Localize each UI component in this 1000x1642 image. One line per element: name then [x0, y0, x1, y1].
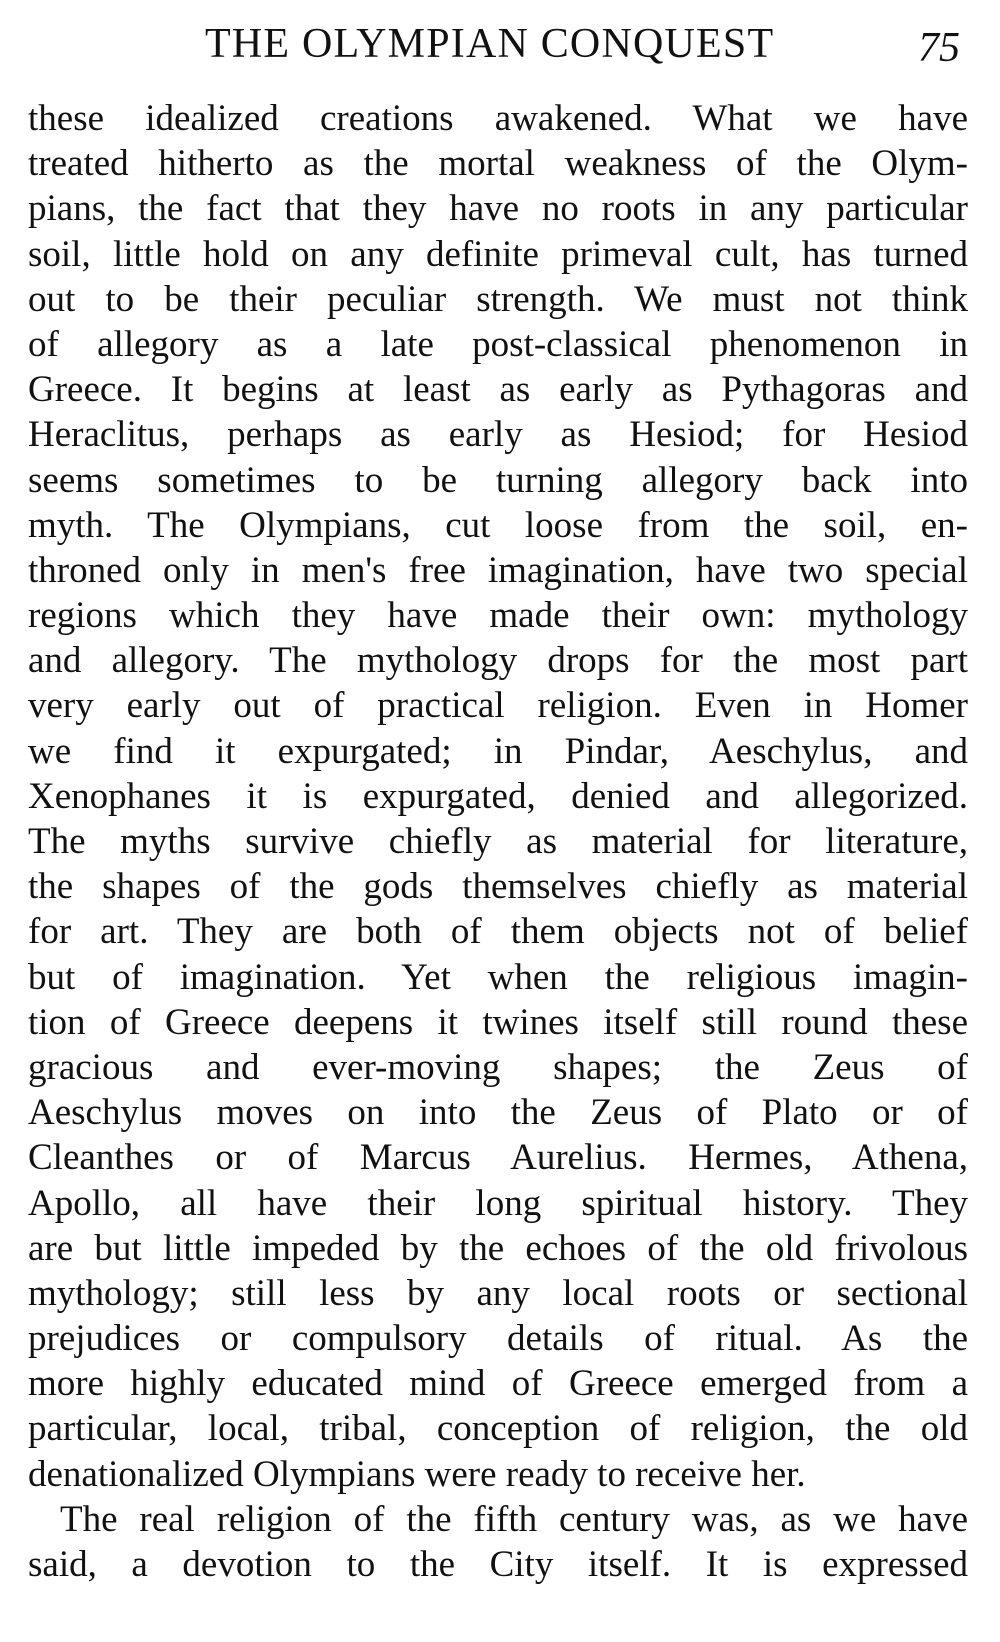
text-line: the shapes of the gods themselves chiefly as material [28, 866, 968, 908]
text-line: out to be their peculiar strength. We must not think [28, 278, 968, 320]
text-line: seems sometimes to be turning allegory back into [28, 459, 968, 501]
text-line: for art. They are both of them objects not of belief [28, 911, 968, 953]
body-text [28, 96, 968, 1587]
text-line: prejudices or compulsory details of ritual. As the [28, 1318, 968, 1360]
text-line: Greece. It begins at least as early as Pythagoras and [28, 369, 968, 411]
text-line: myth. The Olympians, cut loose from the soil, en- [28, 504, 968, 546]
text-line: we find it expurgated; in Pindar, Aeschylus, and [28, 730, 968, 772]
text-line: very early out of practical religion. Even in Homer [28, 685, 968, 727]
text-line: Cleanthes or of Marcus Aurelius. Hermes, Athena, [28, 1137, 968, 1179]
text-line: throned only in men's free imagination, have two special [28, 549, 968, 591]
text-line: Aeschylus moves on into the Zeus of Plato or of [28, 1092, 968, 1134]
text-line: pians, the fact that they have no roots in any particular [28, 188, 968, 230]
text-line: The myths survive chiefly as material for literature, [28, 821, 968, 862]
text-line: soil, little hold on any definite primeval cult, has turned [28, 233, 968, 275]
page-number: 75 [918, 25, 960, 71]
text-line: these idealized creations awakened. What we have [28, 98, 968, 139]
text-line: but of imagination. Yet when the religious imagin- [28, 956, 968, 998]
text-line: treated hitherto as the mortal weakness of the Olym- [28, 143, 968, 185]
text-line: more highly educated mind of Greece emerged from a [28, 1363, 968, 1405]
chapter-title: THE OLYMPIAN CONQUEST [205, 21, 775, 67]
text-line: The real religion of the fifth century was, as we have [60, 1498, 968, 1540]
text-line: regions which they have made their own: mythology [28, 595, 968, 637]
text-line: gracious and ever-moving shapes; the Zeus of [28, 1046, 968, 1088]
text-line: of allegory as a late post-classical phenomenon in [28, 323, 968, 365]
text-line: are but little impeded by the echoes of the old frivolous [28, 1227, 968, 1269]
text-line: said, a devotion to the City itself. It is expressed [28, 1544, 968, 1585]
text-line: denationalized Olympians were ready to receive her. [28, 1453, 806, 1495]
text-line: particular, local, tribal, conception of religion, the old [28, 1408, 968, 1450]
paragraph-1 [28, 96, 968, 1497]
text-line: tion of Greece deepens it twines itself still round these [28, 1001, 968, 1043]
text-line: mythology; still less by any local roots or sectional [28, 1272, 968, 1314]
text-line: Apollo, all have their long spiritual history. They [28, 1182, 968, 1224]
text-line: and allegory. The mythology drops for the most part [28, 640, 968, 682]
text-line: Heraclitus, perhaps as early as Hesiod; for Hesiod [28, 414, 968, 456]
running-head [0, 14, 1000, 74]
paragraph-2 [28, 1497, 968, 1587]
text-line: Xenophanes it is expurgated, denied and allegorized. [28, 775, 968, 817]
